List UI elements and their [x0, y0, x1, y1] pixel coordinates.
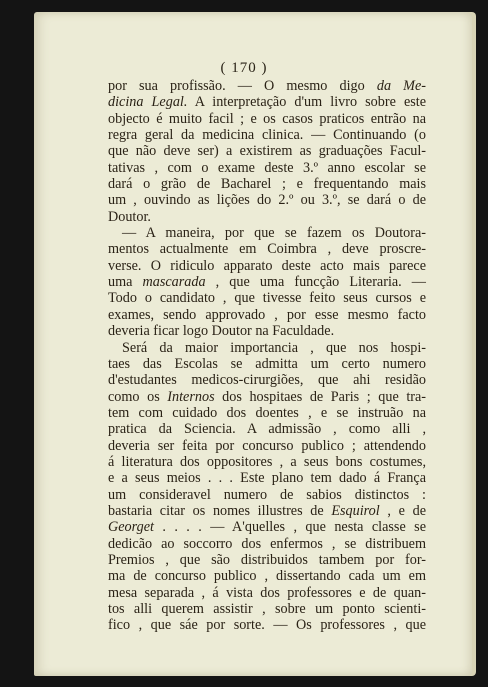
text-segment: Todo o candidato , que tivesse feito seus cursos e [108, 290, 426, 307]
text-line [108, 389, 426, 405]
text-line [108, 421, 426, 437]
text-line [108, 258, 426, 274]
text-segment: bastaria citar os nomes illustres de [108, 502, 332, 519]
text-line [108, 503, 426, 519]
text-segment: , e de [379, 502, 426, 519]
text-line [108, 601, 426, 617]
text-segment: deveria ficar logo Doutor na Faculdade. [108, 323, 335, 340]
text-line [108, 94, 426, 110]
text-line [108, 405, 426, 421]
text-segment: ma de concurso publico , dissertando cada um em [108, 568, 426, 585]
text-segment: mesa separada , á vista dos professores e de quan- [108, 584, 426, 601]
text-segment: dos hospitaes de Paris ; que tra- [214, 388, 427, 405]
text-line [108, 143, 426, 159]
text-segment: A interpretação d'um livro sobre este [187, 94, 426, 111]
text-line [108, 372, 426, 388]
italic-text: da Me- [376, 78, 426, 94]
text-line [108, 487, 426, 503]
text-segment: deveria ser feita por concurso publico ; attendendo [108, 437, 426, 454]
text-segment: e a seus meios . . . Este plano tem dado á França [108, 470, 426, 487]
text-line [108, 617, 426, 633]
text-segment: taes das Escolas se admitta um certo numero [108, 355, 426, 372]
text-line [108, 356, 426, 372]
text-segment: dará o grão de Bacharel ; e frequentando mais [108, 176, 426, 193]
text-segment: , que uma funcção Literaria. — [205, 274, 426, 291]
text-segment: Será da maior importancia , que nos hospi- [122, 339, 426, 356]
text-segment: regra geral da medicina clinica. — Continuando (o [108, 127, 426, 144]
text-segment: dedicão ao soccorro dos enfermos , se distribuem [108, 535, 426, 552]
text-line [108, 323, 426, 339]
text-segment: tem com cuidado dos doentes , e se instruão na [108, 404, 426, 421]
text-segment: objecto é muito facil ; e os casos praticos entrão na [108, 110, 426, 127]
text-line [108, 585, 426, 601]
italic-text: Internos [167, 388, 215, 405]
text-segment: verse. O ridiculo apparato deste acto mais parece [108, 257, 426, 274]
text-segment: d'estudantes medicos-cirurgiões, que ahi residão [108, 372, 426, 389]
text-segment: que não deve ser) a existirem as graduações Facul- [108, 143, 426, 160]
text-segment: — A maneira, por que se fazem os Doutora- [122, 225, 426, 242]
text-line [108, 176, 426, 192]
text-line [108, 470, 426, 486]
text-line [108, 78, 426, 94]
text-line [108, 127, 426, 143]
text-line [108, 307, 426, 323]
italic-text: Esquirol [331, 502, 380, 519]
text-segment: um , ouvindo as lições do 2.º ou 3.º, se dará o de [108, 192, 426, 209]
text-segment: fico , que sáe por sorte. — Os professores , que [108, 617, 426, 634]
text-segment: pratica da Sciencia. A admissão , como alli , [108, 421, 426, 438]
text-segment: uma [108, 274, 143, 291]
italic-text: Georget [108, 519, 154, 536]
text-line [108, 225, 426, 241]
text-segment: um consideravel numero de sabios distinctos : [108, 486, 426, 503]
text-line [108, 438, 426, 454]
text-line [108, 274, 426, 290]
text-segment: á literatura dos oppositores , a seus bons costumes, [108, 453, 426, 470]
text-line [108, 519, 426, 535]
text-line [108, 536, 426, 552]
text-line [108, 192, 426, 208]
body-text [108, 78, 426, 634]
italic-text: mascarada [142, 274, 206, 291]
text-segment: tativas , com o exame deste 3.º anno escolar se [108, 159, 426, 176]
text-segment: Premios , que são distribuidos tambem por for- [108, 551, 426, 568]
text-line [108, 340, 426, 356]
text-line [108, 568, 426, 584]
text-line [108, 241, 426, 257]
italic-text: dicina Legal. [108, 94, 188, 111]
text-segment: por sua profissão. — O mesmo digo [108, 78, 377, 94]
text-line [108, 209, 426, 225]
text-line [108, 454, 426, 470]
text-segment: exames, sendo approvado , por esse mesmo facto [108, 306, 426, 323]
page-number: ( 170 ) [220, 60, 268, 76]
text-line [108, 111, 426, 127]
text-segment: Doutor. [108, 208, 151, 225]
text-line [108, 290, 426, 306]
text-segment: . . . . — A'quelles , que nesta classe se [153, 519, 426, 536]
text-segment: como os [108, 388, 168, 405]
text-line [108, 552, 426, 568]
text-line [108, 160, 426, 176]
text-segment: tos alli querem assistir , sobre um ponto scienti- [108, 601, 426, 617]
text-segment: mentos actualmente em Coimbra , deve proscre- [108, 241, 426, 258]
